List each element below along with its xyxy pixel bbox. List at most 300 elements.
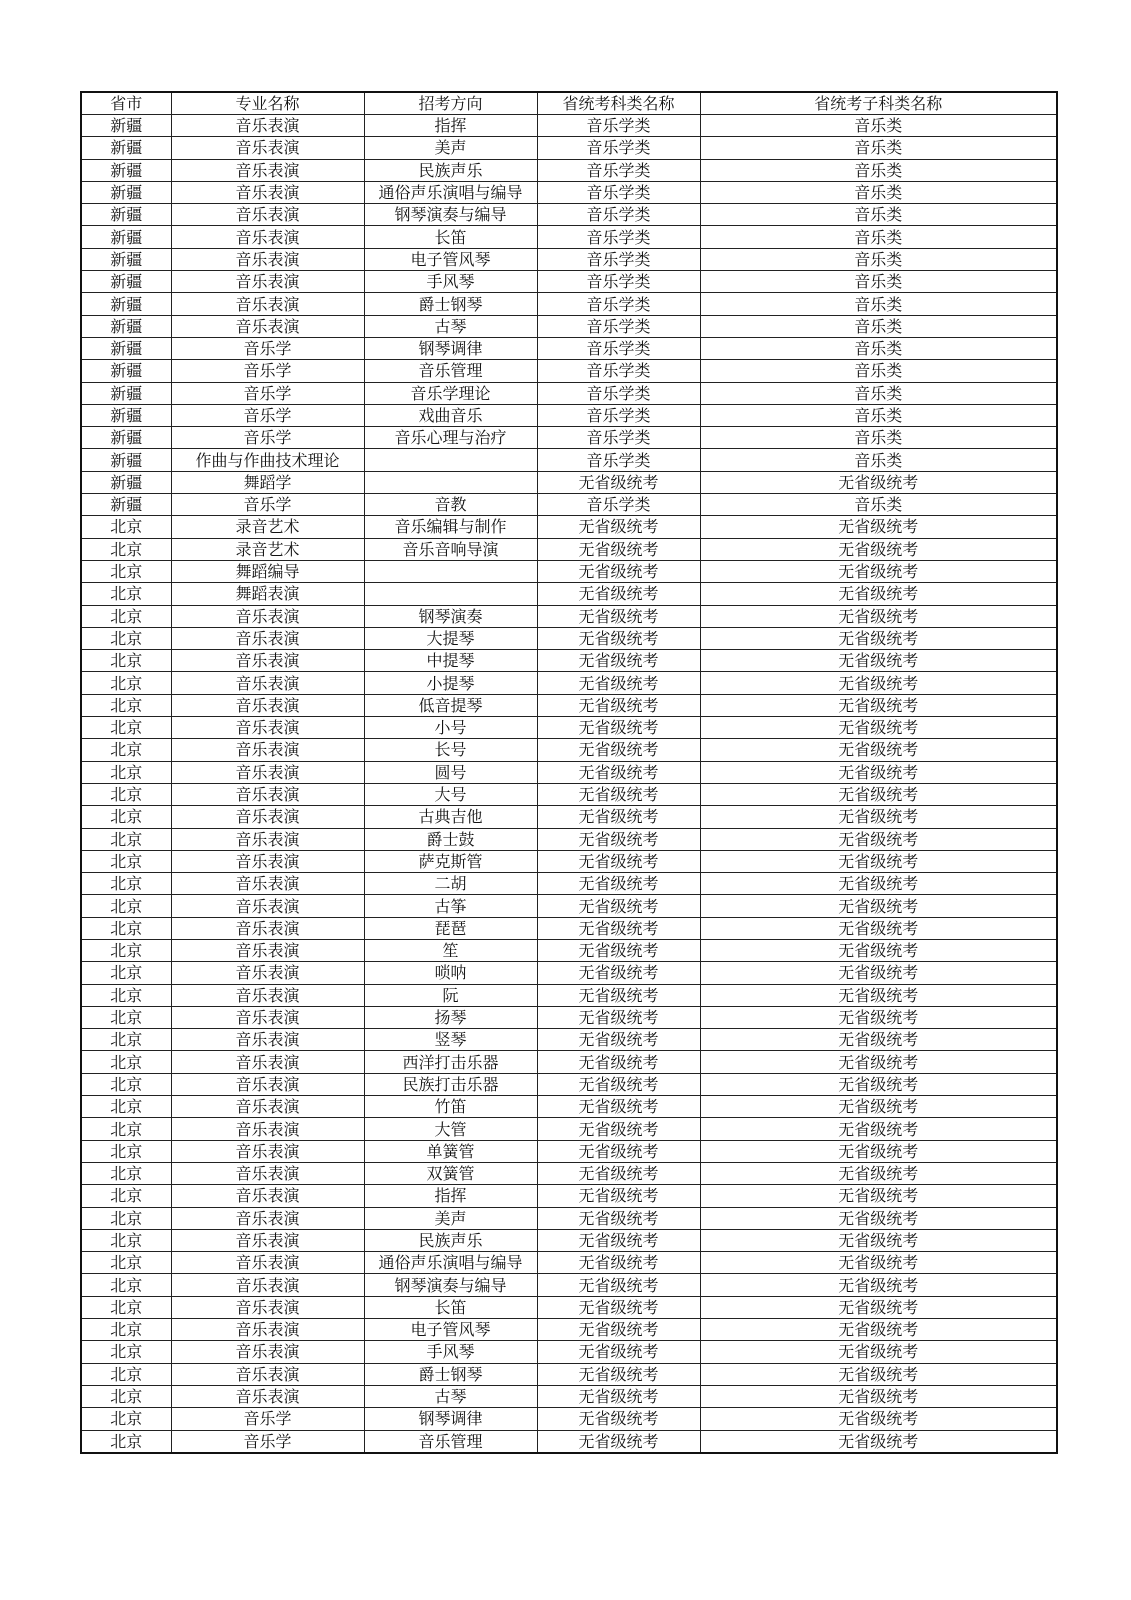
cell-exam-category: 无省级统考 [537,1006,700,1028]
cell-major-name: 音乐表演 [171,248,364,270]
cell-direction: 西洋打击乐器 [364,1051,537,1073]
cell-direction: 钢琴演奏与编导 [364,204,537,226]
cell-exam-subcategory: 无省级统考 [700,850,1057,872]
cell-direction: 美声 [364,1207,537,1229]
cell-exam-category: 无省级统考 [537,939,700,961]
table-row [81,271,1057,293]
cell-exam-category: 无省级统考 [537,1051,700,1073]
cell-exam-category: 无省级统考 [537,962,700,984]
table-row [81,717,1057,739]
cell-major-name: 音乐表演 [171,1296,364,1318]
cell-major-name: 音乐表演 [171,115,364,137]
cell-direction: 钢琴演奏与编导 [364,1274,537,1296]
cell-major-name: 音乐表演 [171,1140,364,1162]
cell-exam-subcategory: 音乐类 [700,337,1057,359]
cell-province: 北京 [81,1363,171,1385]
cell-province: 北京 [81,962,171,984]
cell-direction: 美声 [364,137,537,159]
cell-exam-category: 无省级统考 [537,1341,700,1363]
header-province: 省市 [81,92,171,115]
cell-exam-category: 音乐学类 [537,449,700,471]
cell-exam-category: 音乐学类 [537,226,700,248]
cell-province: 新疆 [81,271,171,293]
cell-exam-subcategory: 无省级统考 [700,828,1057,850]
cell-direction: 民族声乐 [364,1229,537,1251]
cell-major-name: 音乐表演 [171,850,364,872]
cell-major-name: 音乐学 [171,494,364,516]
cell-exam-category: 无省级统考 [537,783,700,805]
cell-direction: 手风琴 [364,1341,537,1363]
cell-direction: 琵琶 [364,917,537,939]
cell-province: 北京 [81,1408,171,1430]
table-row [81,962,1057,984]
cell-major-name: 舞蹈表演 [171,583,364,605]
cell-major-name: 音乐表演 [171,739,364,761]
cell-direction: 大号 [364,783,537,805]
cell-exam-subcategory: 音乐类 [700,293,1057,315]
cell-direction: 钢琴演奏 [364,605,537,627]
cell-exam-subcategory: 音乐类 [700,226,1057,248]
table-row [81,382,1057,404]
cell-province: 北京 [81,739,171,761]
cell-direction: 音乐编辑与制作 [364,516,537,538]
header-major-name: 专业名称 [171,92,364,115]
cell-major-name: 音乐表演 [171,1229,364,1251]
table-row [81,560,1057,582]
cell-province: 新疆 [81,404,171,426]
header-direction: 招考方向 [364,92,537,115]
cell-exam-subcategory: 无省级统考 [700,895,1057,917]
cell-exam-subcategory: 无省级统考 [700,694,1057,716]
cell-exam-category: 音乐学类 [537,315,700,337]
cell-exam-category: 音乐学类 [537,271,700,293]
cell-major-name: 音乐表演 [171,1162,364,1184]
cell-major-name: 音乐学 [171,1430,364,1453]
cell-province: 北京 [81,873,171,895]
table-row [81,226,1057,248]
table-row [81,1274,1057,1296]
cell-exam-subcategory: 无省级统考 [700,717,1057,739]
table-row [81,337,1057,359]
cell-exam-category: 音乐学类 [537,337,700,359]
cell-major-name: 音乐表演 [171,1073,364,1095]
table-row [81,761,1057,783]
cell-major-name: 音乐表演 [171,137,364,159]
cell-exam-category: 无省级统考 [537,1385,700,1407]
cell-province: 新疆 [81,181,171,203]
cell-direction: 单簧管 [364,1140,537,1162]
table-row [81,1162,1057,1184]
cell-exam-category: 音乐学类 [537,404,700,426]
cell-province: 北京 [81,1274,171,1296]
table-row [81,1229,1057,1251]
cell-major-name: 音乐表演 [171,984,364,1006]
cell-province: 北京 [81,1207,171,1229]
cell-direction: 民族声乐 [364,159,537,181]
cell-exam-subcategory: 音乐类 [700,181,1057,203]
table-row [81,627,1057,649]
table-row [81,159,1057,181]
table-row [81,204,1057,226]
cell-major-name: 音乐表演 [171,783,364,805]
cell-province: 新疆 [81,137,171,159]
cell-province: 新疆 [81,382,171,404]
cell-exam-subcategory: 无省级统考 [700,761,1057,783]
table-row [81,1252,1057,1274]
cell-province: 新疆 [81,427,171,449]
cell-exam-subcategory: 无省级统考 [700,984,1057,1006]
cell-exam-category: 无省级统考 [537,694,700,716]
table-row [81,181,1057,203]
cell-exam-category: 无省级统考 [537,873,700,895]
cell-province: 北京 [81,850,171,872]
cell-major-name: 音乐表演 [171,895,364,917]
cell-exam-subcategory: 无省级统考 [700,939,1057,961]
cell-direction: 古典吉他 [364,806,537,828]
cell-exam-subcategory: 无省级统考 [700,605,1057,627]
cell-exam-category: 音乐学类 [537,137,700,159]
cell-exam-category: 无省级统考 [537,516,700,538]
header-exam-subcategory: 省统考子科类名称 [700,92,1057,115]
cell-major-name: 音乐表演 [171,1207,364,1229]
cell-direction: 爵士钢琴 [364,293,537,315]
cell-major-name: 录音艺术 [171,538,364,560]
cell-major-name: 音乐表演 [171,939,364,961]
cell-exam-category: 无省级统考 [537,650,700,672]
cell-province: 新疆 [81,471,171,493]
cell-province: 北京 [81,583,171,605]
cell-province: 北京 [81,1319,171,1341]
cell-exam-category: 无省级统考 [537,1430,700,1453]
cell-direction: 竖琴 [364,1029,537,1051]
table-row [81,1073,1057,1095]
cell-major-name: 音乐表演 [171,204,364,226]
cell-province: 北京 [81,1296,171,1318]
cell-exam-category: 无省级统考 [537,627,700,649]
table-row [81,1118,1057,1140]
table-row [81,873,1057,895]
cell-exam-subcategory: 无省级统考 [700,1229,1057,1251]
cell-exam-category: 无省级统考 [537,538,700,560]
cell-exam-subcategory: 无省级统考 [700,1363,1057,1385]
cell-direction [364,471,537,493]
table-row [81,850,1057,872]
cell-major-name: 音乐表演 [171,828,364,850]
cell-exam-subcategory: 无省级统考 [700,1274,1057,1296]
cell-major-name: 音乐表演 [171,1029,364,1051]
cell-province: 北京 [81,627,171,649]
cell-province: 北京 [81,939,171,961]
cell-exam-category: 音乐学类 [537,494,700,516]
cell-exam-category: 无省级统考 [537,739,700,761]
cell-major-name: 音乐学 [171,427,364,449]
cell-direction: 大提琴 [364,627,537,649]
cell-direction: 古琴 [364,315,537,337]
cell-province: 新疆 [81,494,171,516]
cell-exam-subcategory: 无省级统考 [700,471,1057,493]
cell-direction: 钢琴调律 [364,1408,537,1430]
cell-province: 新疆 [81,248,171,270]
cell-exam-category: 无省级统考 [537,1319,700,1341]
cell-direction: 长笛 [364,226,537,248]
table-header-row [81,92,1057,115]
cell-direction: 低音提琴 [364,694,537,716]
table-row [81,1408,1057,1430]
cell-major-name: 音乐表演 [171,761,364,783]
cell-exam-subcategory: 无省级统考 [700,783,1057,805]
cell-province: 北京 [81,1118,171,1140]
cell-province: 新疆 [81,360,171,382]
cell-direction: 小号 [364,717,537,739]
table-row [81,783,1057,805]
cell-direction: 小提琴 [364,672,537,694]
cell-direction: 民族打击乐器 [364,1073,537,1095]
cell-exam-subcategory: 无省级统考 [700,806,1057,828]
cell-exam-category: 无省级统考 [537,828,700,850]
cell-exam-subcategory: 音乐类 [700,115,1057,137]
cell-major-name: 音乐表演 [171,315,364,337]
cell-exam-subcategory: 无省级统考 [700,1185,1057,1207]
cell-direction: 爵士鼓 [364,828,537,850]
table-row [81,1363,1057,1385]
cell-major-name: 录音艺术 [171,516,364,538]
cell-direction: 竹笛 [364,1096,537,1118]
cell-exam-category: 音乐学类 [537,382,700,404]
cell-province: 新疆 [81,315,171,337]
cell-province: 北京 [81,917,171,939]
cell-direction: 音乐管理 [364,1430,537,1453]
cell-exam-subcategory: 无省级统考 [700,1408,1057,1430]
cell-major-name: 音乐表演 [171,605,364,627]
table-row [81,315,1057,337]
table-row [81,1051,1057,1073]
cell-province: 北京 [81,516,171,538]
cell-direction: 古筝 [364,895,537,917]
cell-major-name: 音乐表演 [171,806,364,828]
cell-exam-subcategory: 无省级统考 [700,962,1057,984]
cell-direction: 唢呐 [364,962,537,984]
cell-province: 新疆 [81,226,171,248]
cell-direction: 指挥 [364,115,537,137]
cell-major-name: 音乐表演 [171,1252,364,1274]
cell-province: 北京 [81,984,171,1006]
cell-exam-subcategory: 音乐类 [700,137,1057,159]
cell-major-name: 作曲与作曲技术理论 [171,449,364,471]
cell-direction: 萨克斯管 [364,850,537,872]
cell-exam-subcategory: 无省级统考 [700,1140,1057,1162]
table-row [81,293,1057,315]
cell-exam-category: 音乐学类 [537,293,700,315]
cell-province: 北京 [81,605,171,627]
table-row [81,1319,1057,1341]
table-row [81,248,1057,270]
cell-exam-category: 无省级统考 [537,1408,700,1430]
table-row [81,137,1057,159]
cell-exam-subcategory: 音乐类 [700,360,1057,382]
cell-province: 北京 [81,828,171,850]
cell-exam-category: 无省级统考 [537,1185,700,1207]
cell-major-name: 音乐表演 [171,1185,364,1207]
cell-exam-category: 无省级统考 [537,1229,700,1251]
cell-province: 北京 [81,1185,171,1207]
cell-exam-subcategory: 无省级统考 [700,650,1057,672]
cell-major-name: 音乐表演 [171,1385,364,1407]
cell-direction: 通俗声乐演唱与编导 [364,181,537,203]
table-row [81,828,1057,850]
cell-major-name: 舞蹈编导 [171,560,364,582]
cell-exam-category: 音乐学类 [537,248,700,270]
cell-major-name: 音乐表演 [171,672,364,694]
cell-exam-subcategory: 无省级统考 [700,672,1057,694]
cell-exam-category: 音乐学类 [537,360,700,382]
cell-direction: 电子管风琴 [364,1319,537,1341]
cell-major-name: 音乐学 [171,404,364,426]
cell-exam-category: 无省级统考 [537,672,700,694]
cell-major-name: 音乐表演 [171,1051,364,1073]
cell-major-name: 音乐表演 [171,1274,364,1296]
cell-exam-category: 无省级统考 [537,895,700,917]
cell-direction: 戏曲音乐 [364,404,537,426]
cell-exam-subcategory: 音乐类 [700,271,1057,293]
cell-direction: 音乐心理与治疗 [364,427,537,449]
cell-major-name: 音乐学 [171,382,364,404]
table-row [81,1385,1057,1407]
cell-exam-subcategory: 无省级统考 [700,1207,1057,1229]
table-row [81,1430,1057,1453]
cell-major-name: 音乐学 [171,360,364,382]
cell-major-name: 音乐表演 [171,181,364,203]
majors-table [80,91,1058,1454]
cell-exam-category: 无省级统考 [537,1162,700,1184]
cell-province: 北京 [81,1006,171,1028]
cell-exam-subcategory: 无省级统考 [700,1073,1057,1095]
cell-province: 北京 [81,1051,171,1073]
cell-direction: 指挥 [364,1185,537,1207]
header-exam-category: 省统考科类名称 [537,92,700,115]
cell-major-name: 音乐表演 [171,962,364,984]
cell-province: 北京 [81,1096,171,1118]
cell-major-name: 舞蹈学 [171,471,364,493]
cell-exam-category: 无省级统考 [537,806,700,828]
table-row [81,449,1057,471]
table-row [81,360,1057,382]
cell-direction: 二胡 [364,873,537,895]
cell-province: 北京 [81,1162,171,1184]
cell-major-name: 音乐表演 [171,627,364,649]
cell-exam-category: 无省级统考 [537,1029,700,1051]
cell-exam-category: 无省级统考 [537,1363,700,1385]
cell-major-name: 音乐表演 [171,873,364,895]
cell-direction: 大管 [364,1118,537,1140]
cell-province: 北京 [81,806,171,828]
cell-exam-subcategory: 无省级统考 [700,583,1057,605]
cell-province: 新疆 [81,293,171,315]
cell-exam-subcategory: 音乐类 [700,315,1057,337]
cell-major-name: 音乐表演 [171,293,364,315]
cell-exam-subcategory: 无省级统考 [700,1162,1057,1184]
table-row [81,650,1057,672]
cell-exam-subcategory: 无省级统考 [700,1096,1057,1118]
table-row [81,917,1057,939]
cell-direction: 爵士钢琴 [364,1363,537,1385]
cell-direction [364,449,537,471]
cell-exam-category: 无省级统考 [537,1252,700,1274]
cell-province: 新疆 [81,204,171,226]
table-row [81,427,1057,449]
cell-province: 北京 [81,761,171,783]
cell-direction: 通俗声乐演唱与编导 [364,1252,537,1274]
table-row [81,672,1057,694]
cell-exam-category: 音乐学类 [537,159,700,181]
cell-exam-subcategory: 音乐类 [700,404,1057,426]
cell-major-name: 音乐表演 [171,1096,364,1118]
cell-major-name: 音乐表演 [171,1006,364,1028]
cell-province: 北京 [81,895,171,917]
cell-exam-category: 无省级统考 [537,583,700,605]
cell-major-name: 音乐学 [171,337,364,359]
table-row [81,605,1057,627]
table-row [81,694,1057,716]
cell-exam-category: 无省级统考 [537,917,700,939]
cell-exam-category: 无省级统考 [537,1274,700,1296]
cell-exam-subcategory: 无省级统考 [700,1341,1057,1363]
cell-exam-category: 无省级统考 [537,1140,700,1162]
table-row [81,1029,1057,1051]
cell-direction: 阮 [364,984,537,1006]
cell-province: 新疆 [81,159,171,181]
cell-exam-category: 无省级统考 [537,560,700,582]
cell-province: 北京 [81,717,171,739]
cell-direction: 音教 [364,494,537,516]
cell-exam-subcategory: 音乐类 [700,427,1057,449]
table-body [81,115,1057,1453]
spreadsheet-page [80,91,1058,1454]
cell-province: 新疆 [81,337,171,359]
table-row [81,1296,1057,1318]
cell-exam-category: 音乐学类 [537,427,700,449]
cell-province: 北京 [81,1385,171,1407]
cell-direction [364,560,537,582]
cell-major-name: 音乐表演 [171,650,364,672]
cell-direction: 扬琴 [364,1006,537,1028]
cell-exam-subcategory: 无省级统考 [700,739,1057,761]
table-row [81,494,1057,516]
cell-province: 北京 [81,1229,171,1251]
cell-exam-category: 无省级统考 [537,984,700,1006]
table-row [81,115,1057,137]
cell-exam-subcategory: 无省级统考 [700,1385,1057,1407]
cell-province: 北京 [81,1341,171,1363]
cell-exam-subcategory: 无省级统考 [700,1252,1057,1274]
cell-exam-subcategory: 无省级统考 [700,560,1057,582]
cell-province: 北京 [81,1252,171,1274]
cell-direction: 音乐音响导演 [364,538,537,560]
cell-exam-subcategory: 音乐类 [700,204,1057,226]
table-row [81,516,1057,538]
cell-exam-subcategory: 无省级统考 [700,1006,1057,1028]
table-row [81,1140,1057,1162]
cell-exam-subcategory: 无省级统考 [700,538,1057,560]
cell-province: 北京 [81,672,171,694]
cell-province: 北京 [81,650,171,672]
cell-province: 新疆 [81,449,171,471]
cell-direction: 双簧管 [364,1162,537,1184]
cell-direction: 电子管风琴 [364,248,537,270]
cell-exam-subcategory: 音乐类 [700,382,1057,404]
table-row [81,895,1057,917]
cell-exam-subcategory: 无省级统考 [700,1029,1057,1051]
cell-exam-subcategory: 无省级统考 [700,873,1057,895]
